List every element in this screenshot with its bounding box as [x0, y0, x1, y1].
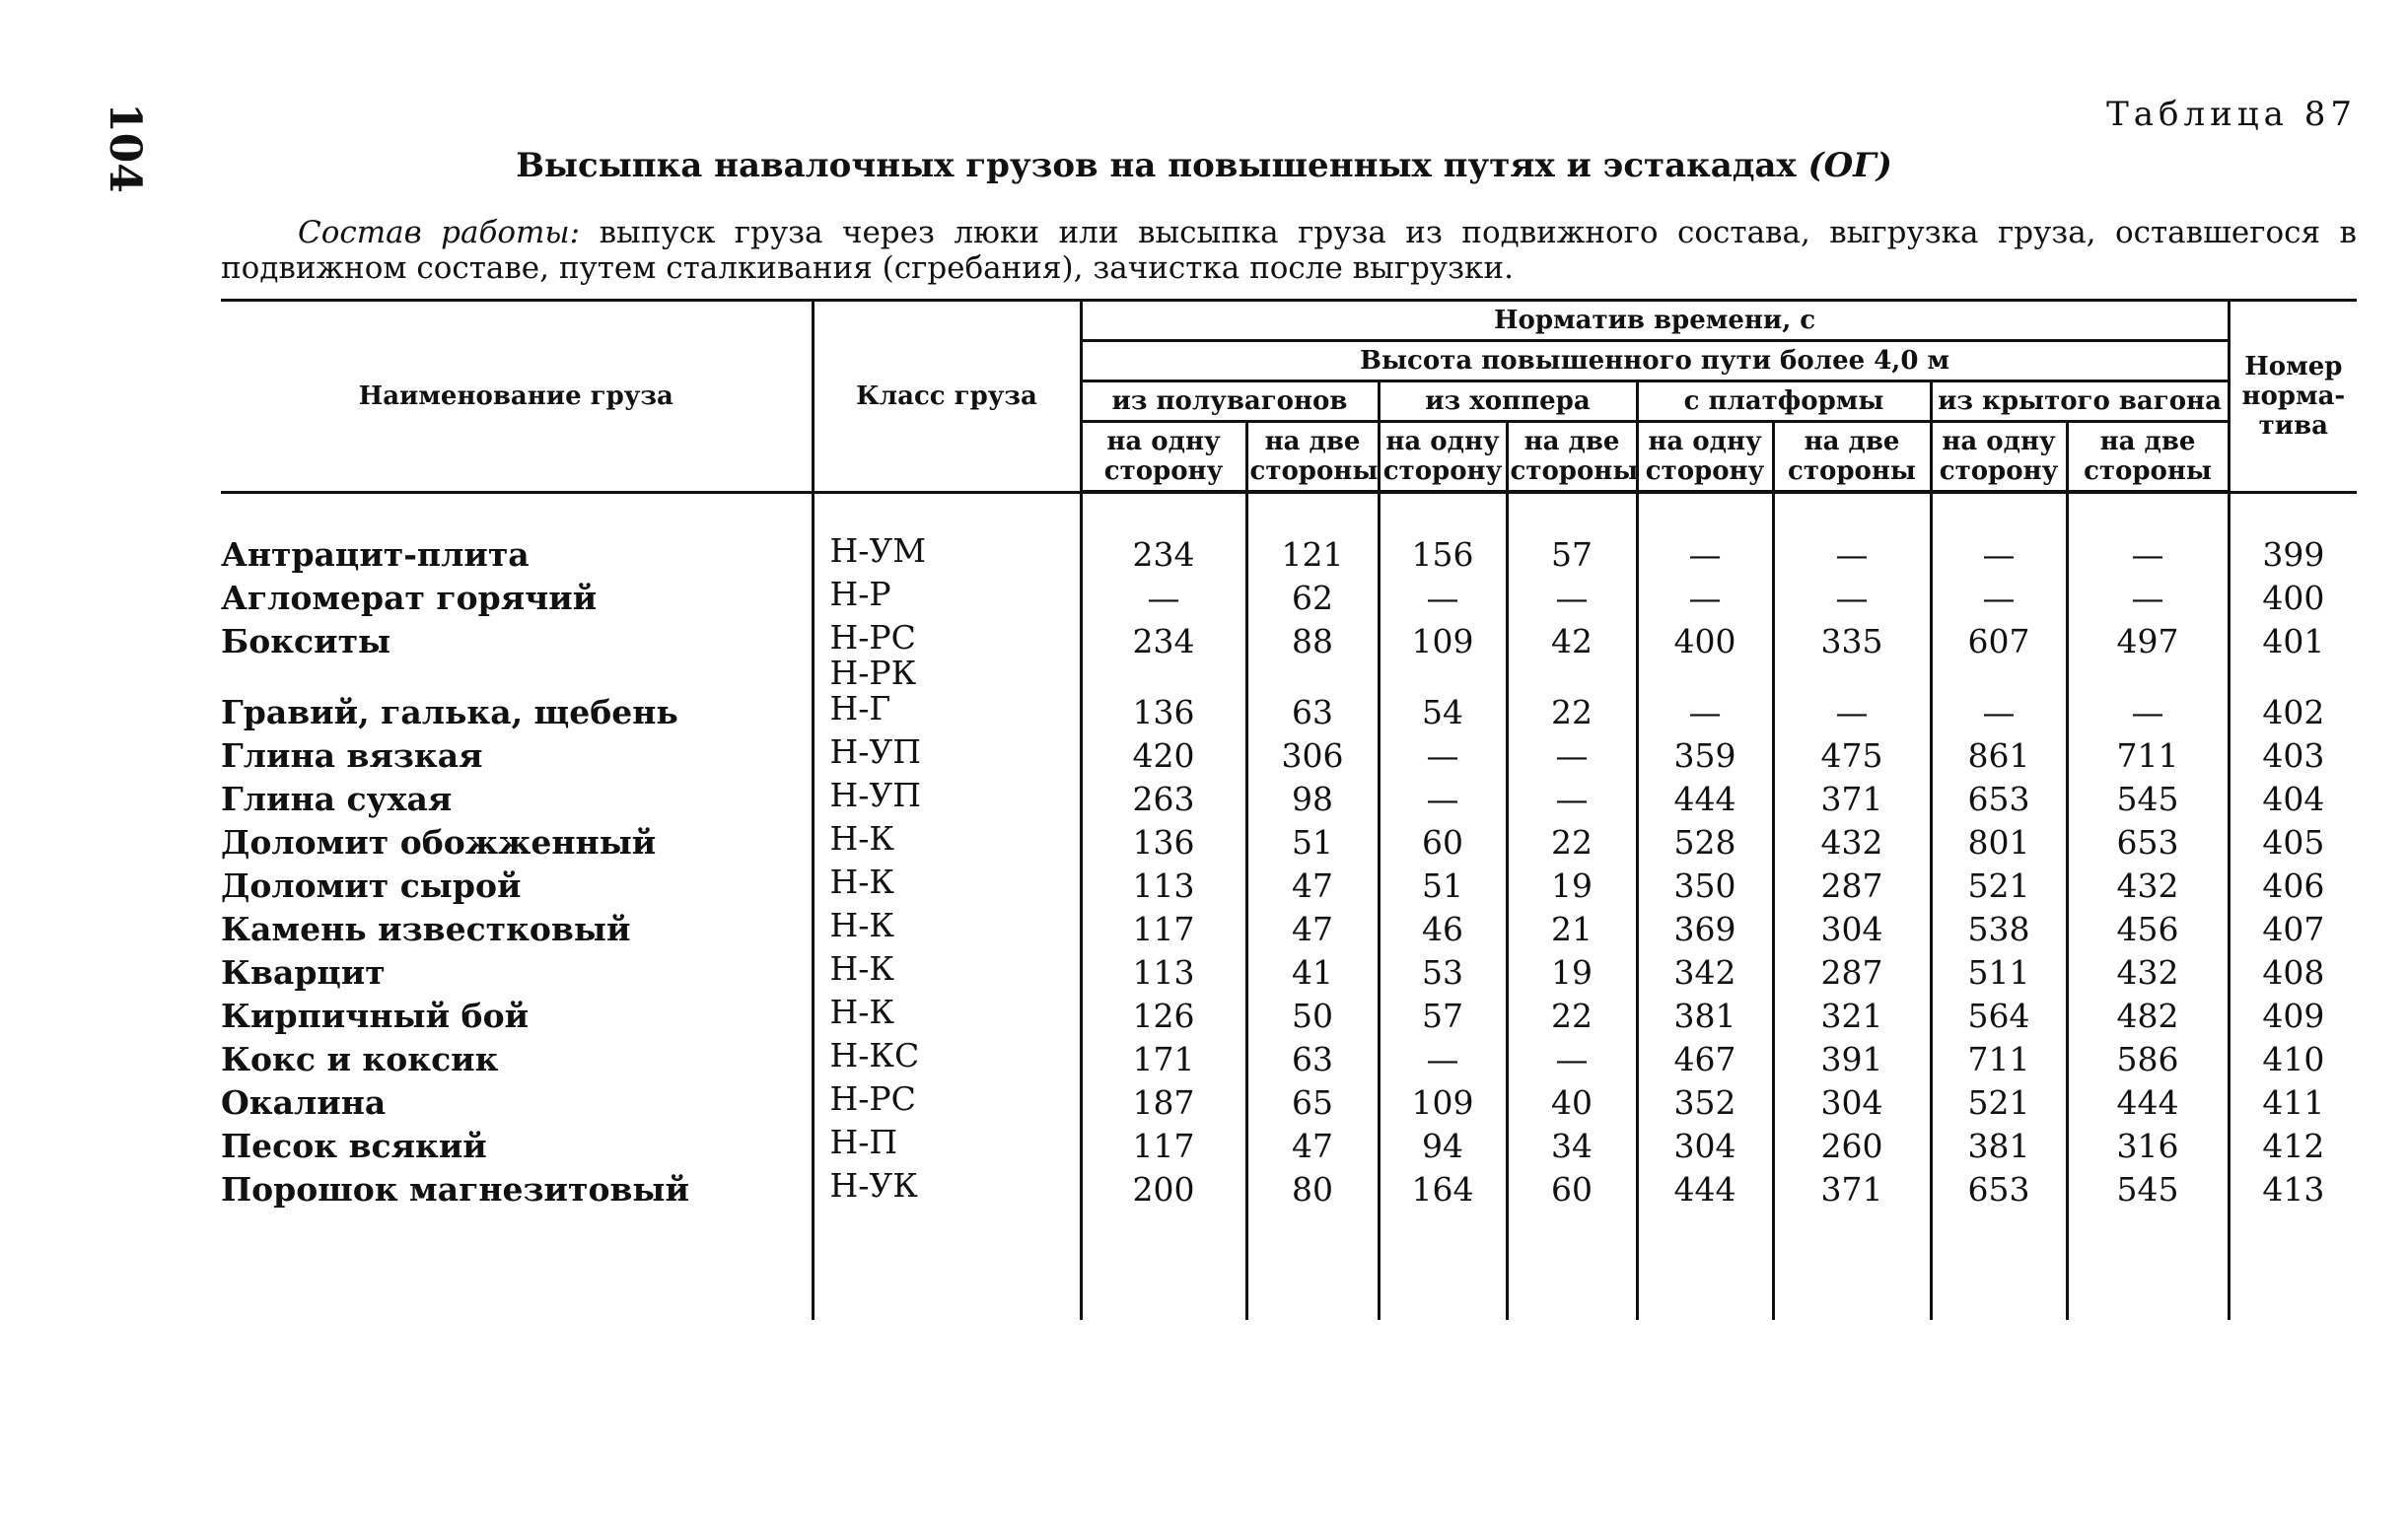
norm-value: 136 [1081, 821, 1246, 865]
cargo-class [813, 620, 1081, 691]
cargo-class [813, 865, 1081, 908]
cargo-name: Порошок магнезитовый [221, 1170, 689, 1209]
norm-value: 60 [1507, 1168, 1637, 1211]
cargo-name: Кварцит [221, 953, 386, 992]
norm-value: 62 [1246, 577, 1379, 620]
norm-number: 402 [2229, 691, 2357, 734]
page-number: 104 [99, 103, 150, 193]
norm-value: 653 [1931, 778, 2067, 821]
header-name: Наименование груза [221, 301, 813, 493]
norm-value: 260 [1773, 1125, 1931, 1168]
norm-value: 22 [1507, 821, 1637, 865]
cargo-class [813, 1125, 1081, 1168]
norm-value: 40 [1507, 1081, 1637, 1125]
cargo-class-code: Н-Г [829, 689, 891, 727]
spacer-cell [1379, 492, 1507, 533]
cargo-class-code: Н-К [829, 906, 894, 944]
norm-value: 304 [1637, 1125, 1773, 1168]
tail-cell [1246, 1211, 1379, 1320]
norm-value: 444 [1637, 778, 1773, 821]
cargo-name: Гравий, галька, щебень [221, 693, 678, 731]
tail-cell [1081, 1211, 1246, 1320]
norm-value: 304 [1773, 1081, 1931, 1125]
tail-row [221, 1211, 2357, 1320]
norm-value: — [2067, 691, 2229, 734]
norm-value: 350 [1637, 865, 1773, 908]
cargo-class-code: Н-УК [829, 1166, 918, 1205]
norm-number: 401 [2229, 620, 2357, 691]
norm-value: 34 [1507, 1125, 1637, 1168]
norm-value: 653 [2067, 821, 2229, 865]
tail-cell [2229, 1211, 2357, 1320]
norm-value: 109 [1379, 1081, 1507, 1125]
spacer-cell [1507, 492, 1637, 533]
norm-value: 50 [1246, 995, 1379, 1038]
cargo-name: Глина сухая [221, 780, 453, 818]
norm-value: — [1773, 533, 1931, 577]
norm-value: 57 [1379, 995, 1507, 1038]
description-text: выпуск груза через люки или высыпка груза из подвижного состава, выгрузка груза, оставшегося в подвижном составе, путем сталкивания (сгребания), зачистка после выгрузки. [221, 215, 2357, 286]
norm-value: 420 [1081, 734, 1246, 778]
norm-value: 528 [1637, 821, 1773, 865]
norm-value: — [1931, 577, 2067, 620]
norm-value: 136 [1081, 691, 1246, 734]
norm-value: 861 [1931, 734, 2067, 778]
norm-value: 113 [1081, 865, 1246, 908]
norm-value: 121 [1246, 533, 1379, 577]
header-two-sides: на две стороны [1246, 422, 1379, 493]
norm-number: 400 [2229, 577, 2357, 620]
norm-value: 432 [1773, 821, 1931, 865]
norm-value: 46 [1379, 908, 1507, 951]
norm-number: 409 [2229, 995, 2357, 1038]
norm-value: 316 [2067, 1125, 2229, 1168]
cargo-class-code: Н-К [829, 819, 894, 858]
norm-value: — [2067, 533, 2229, 577]
cargo-class-code: Н-К [829, 949, 894, 988]
header-two-sides: на две стороны [2067, 422, 2229, 493]
header-two-sides: на две стороны [1773, 422, 1931, 493]
spacer-cell [1931, 492, 2067, 533]
cargo-class [813, 951, 1081, 995]
norm-value: — [1507, 778, 1637, 821]
norm-value: 521 [1931, 1081, 2067, 1125]
norm-value: 88 [1246, 620, 1379, 691]
tail-cell [2067, 1211, 2229, 1320]
norm-value: 98 [1246, 778, 1379, 821]
header-one-side: на одну сторону [1081, 422, 1246, 493]
norm-value: 47 [1246, 1125, 1379, 1168]
norm-value: 51 [1246, 821, 1379, 865]
norm-value: 63 [1246, 691, 1379, 734]
cargo-name: Антрацит-плита [221, 535, 530, 574]
norm-value: — [1379, 1038, 1507, 1081]
table-row [221, 1081, 2357, 1125]
table-row [221, 691, 2357, 734]
norm-value: 482 [2067, 995, 2229, 1038]
header-one-side: на одну сторону [1931, 422, 2067, 493]
norm-value: 444 [1637, 1168, 1773, 1211]
norm-value: 342 [1637, 951, 1773, 995]
spacer-cell [221, 492, 813, 533]
cargo-class-code: Н-УП [829, 776, 922, 814]
table-row [221, 1125, 2357, 1168]
norm-value: — [1507, 577, 1637, 620]
norm-value: 538 [1931, 908, 2067, 951]
header-group-gondola: из полувагонов [1081, 381, 1379, 422]
header-class: Класс груза [813, 301, 1081, 493]
norm-value: 711 [2067, 734, 2229, 778]
table-row [221, 865, 2357, 908]
norm-value: 711 [1931, 1038, 2067, 1081]
cargo-class-code: Н-УМ [829, 531, 927, 570]
norm-value: 521 [1931, 865, 2067, 908]
spacer-row [221, 492, 2357, 533]
norm-value: 304 [1773, 908, 1931, 951]
spacer-cell [2229, 492, 2357, 533]
norm-value: 117 [1081, 908, 1246, 951]
cargo-name: Кирпичный бой [221, 997, 530, 1035]
cargo-class [813, 821, 1081, 865]
norm-value: 653 [1931, 1168, 2067, 1211]
header-norm-time: Норматив времени, с [1081, 301, 2229, 341]
norm-value: — [1507, 1038, 1637, 1081]
tail-cell [1379, 1211, 1507, 1320]
norm-value: 371 [1773, 778, 1931, 821]
norm-value: — [1379, 778, 1507, 821]
header-two-sides: на две стороны [1507, 422, 1637, 493]
cargo-class [813, 1081, 1081, 1125]
norm-number: 410 [2229, 1038, 2357, 1081]
norm-table [221, 299, 2357, 1320]
tail-cell [1637, 1211, 1773, 1320]
norm-value: 497 [2067, 620, 2229, 691]
norm-value: — [1773, 577, 1931, 620]
spacer-cell [2067, 492, 2229, 533]
norm-value: 94 [1379, 1125, 1507, 1168]
work-description [221, 215, 2357, 286]
norm-value: 22 [1507, 995, 1637, 1038]
spacer-cell [1637, 492, 1773, 533]
norm-value: 57 [1507, 533, 1637, 577]
norm-value: 80 [1246, 1168, 1379, 1211]
table-row [221, 1168, 2357, 1211]
norm-value: 53 [1379, 951, 1507, 995]
norm-value: 400 [1637, 620, 1773, 691]
norm-value: — [1379, 577, 1507, 620]
cargo-class-code: Н-РС [829, 618, 916, 657]
cargo-name: Окалина [221, 1083, 387, 1122]
cargo-name: Доломит сырой [221, 866, 522, 905]
norm-value: 475 [1773, 734, 1931, 778]
norm-value: — [1931, 691, 2067, 734]
table-row [221, 951, 2357, 995]
spacer-cell [1246, 492, 1379, 533]
norm-value: 369 [1637, 908, 1773, 951]
norm-value: 109 [1379, 620, 1507, 691]
norm-value: — [2067, 577, 2229, 620]
norm-value: 456 [2067, 908, 2229, 951]
norm-value: 381 [1637, 995, 1773, 1038]
norm-number: 399 [2229, 533, 2357, 577]
header-group-platform: с платформы [1637, 381, 1931, 422]
norm-value: 586 [2067, 1038, 2229, 1081]
header-group-covered: из крытого вагона [1931, 381, 2229, 422]
norm-number: 407 [2229, 908, 2357, 951]
norm-value: 335 [1773, 620, 1931, 691]
norm-value: — [1637, 533, 1773, 577]
table-row [221, 620, 2357, 691]
tail-cell [813, 1211, 1081, 1320]
norm-number: 404 [2229, 778, 2357, 821]
cargo-class-code: Н-К [829, 863, 894, 901]
cargo-class [813, 1038, 1081, 1081]
norm-value: 113 [1081, 951, 1246, 995]
cargo-name: Песок всякий [221, 1127, 487, 1165]
norm-value: 21 [1507, 908, 1637, 951]
cargo-class [813, 577, 1081, 620]
cargo-name: Бокситы [221, 622, 391, 660]
norm-value: 126 [1081, 995, 1246, 1038]
norm-value: 22 [1507, 691, 1637, 734]
norm-value: 60 [1379, 821, 1507, 865]
norm-value: 47 [1246, 865, 1379, 908]
tail-cell [1773, 1211, 1931, 1320]
norm-value: — [1637, 691, 1773, 734]
norm-value: — [1637, 577, 1773, 620]
cargo-class [813, 533, 1081, 577]
norm-number: 413 [2229, 1168, 2357, 1211]
description-lead: Состав работы: [298, 215, 581, 250]
norm-number: 405 [2229, 821, 2357, 865]
spacer-cell [1081, 492, 1246, 533]
norm-value: 42 [1507, 620, 1637, 691]
table-row [221, 1038, 2357, 1081]
norm-value: 391 [1773, 1038, 1931, 1081]
cargo-name: Глина вязкая [221, 736, 483, 775]
norm-number: 412 [2229, 1125, 2357, 1168]
norm-value: 47 [1246, 908, 1379, 951]
norm-value: 187 [1081, 1081, 1246, 1125]
table-row [221, 577, 2357, 620]
norm-value: 19 [1507, 951, 1637, 995]
norm-value: 545 [2067, 1168, 2229, 1211]
norm-value: 234 [1081, 533, 1246, 577]
norm-value: 467 [1637, 1038, 1773, 1081]
header-norm-number: Номер норма-тива [2229, 301, 2357, 493]
table-row [221, 533, 2357, 577]
norm-value: 171 [1081, 1038, 1246, 1081]
cargo-class [813, 995, 1081, 1038]
norm-value: 564 [1931, 995, 2067, 1038]
norm-value: — [1773, 691, 1931, 734]
table-title [0, 146, 2408, 185]
norm-value: — [1379, 734, 1507, 778]
norm-value: 51 [1379, 865, 1507, 908]
norm-value: 321 [1773, 995, 1931, 1038]
table-row [221, 734, 2357, 778]
norm-value: 234 [1081, 620, 1246, 691]
cargo-class-code: Н-П [829, 1123, 898, 1161]
tail-cell [1931, 1211, 2067, 1320]
norm-value: 63 [1246, 1038, 1379, 1081]
norm-value: 801 [1931, 821, 2067, 865]
norm-number: 403 [2229, 734, 2357, 778]
norm-value: 432 [2067, 951, 2229, 995]
tail-cell [221, 1211, 813, 1320]
cargo-name: Доломит обожженный [221, 823, 657, 862]
norm-number: 411 [2229, 1081, 2357, 1125]
norm-value: 444 [2067, 1081, 2229, 1125]
norm-number: 406 [2229, 865, 2357, 908]
norm-value: 607 [1931, 620, 2067, 691]
cargo-class-code: Н-РК [829, 654, 917, 692]
title-main: Высыпка навалочных грузов на повышенных путях и эстакадах [516, 146, 1797, 185]
table-row [221, 908, 2357, 951]
cargo-class-code: Н-Р [829, 575, 891, 613]
cargo-class [813, 691, 1081, 734]
norm-value: — [1931, 533, 2067, 577]
norm-number: 408 [2229, 951, 2357, 995]
header-group-hopper: из хоппера [1379, 381, 1637, 422]
norm-value: 359 [1637, 734, 1773, 778]
norm-value: 19 [1507, 865, 1637, 908]
title-code: (ОГ) [1807, 146, 1892, 185]
cargo-class [813, 908, 1081, 951]
table-label: Таблица 87 [2106, 95, 2357, 134]
norm-value: — [1081, 577, 1246, 620]
cargo-class-code: Н-УП [829, 732, 922, 771]
spacer-cell [1773, 492, 1931, 533]
norm-value: — [1507, 734, 1637, 778]
cargo-class [813, 778, 1081, 821]
norm-value: 511 [1931, 951, 2067, 995]
cargo-class-code: Н-КС [829, 1036, 920, 1074]
norm-value: 287 [1773, 865, 1931, 908]
norm-value: 352 [1637, 1081, 1773, 1125]
norm-value: 371 [1773, 1168, 1931, 1211]
cargo-name: Кокс и коксик [221, 1040, 499, 1078]
spacer-cell [813, 492, 1081, 533]
norm-value: 41 [1246, 951, 1379, 995]
header-one-side: на одну сторону [1637, 422, 1773, 493]
table-row [221, 995, 2357, 1038]
norm-value: 432 [2067, 865, 2229, 908]
tail-cell [1507, 1211, 1637, 1320]
cargo-class [813, 734, 1081, 778]
norm-value: 164 [1379, 1168, 1507, 1211]
norm-value: 54 [1379, 691, 1507, 734]
norm-value: 117 [1081, 1125, 1246, 1168]
norm-value: 287 [1773, 951, 1931, 995]
header-height: Высота повышенного пути более 4,0 м [1081, 341, 2229, 381]
norm-value: 306 [1246, 734, 1379, 778]
norm-value: 263 [1081, 778, 1246, 821]
cargo-class-code: Н-РС [829, 1079, 916, 1118]
table-body [221, 492, 2357, 1320]
cargo-class-code: Н-К [829, 993, 894, 1031]
cargo-name: Агломерат горячий [221, 579, 598, 617]
cargo-name: Камень известковый [221, 910, 631, 948]
norm-value: 156 [1379, 533, 1507, 577]
table-row [221, 778, 2357, 821]
norm-value: 381 [1931, 1125, 2067, 1168]
norm-value: 65 [1246, 1081, 1379, 1125]
norm-value: 200 [1081, 1168, 1246, 1211]
table-row [221, 821, 2357, 865]
header-one-side: на одну сторону [1379, 422, 1507, 493]
norm-value: 545 [2067, 778, 2229, 821]
cargo-class [813, 1168, 1081, 1211]
